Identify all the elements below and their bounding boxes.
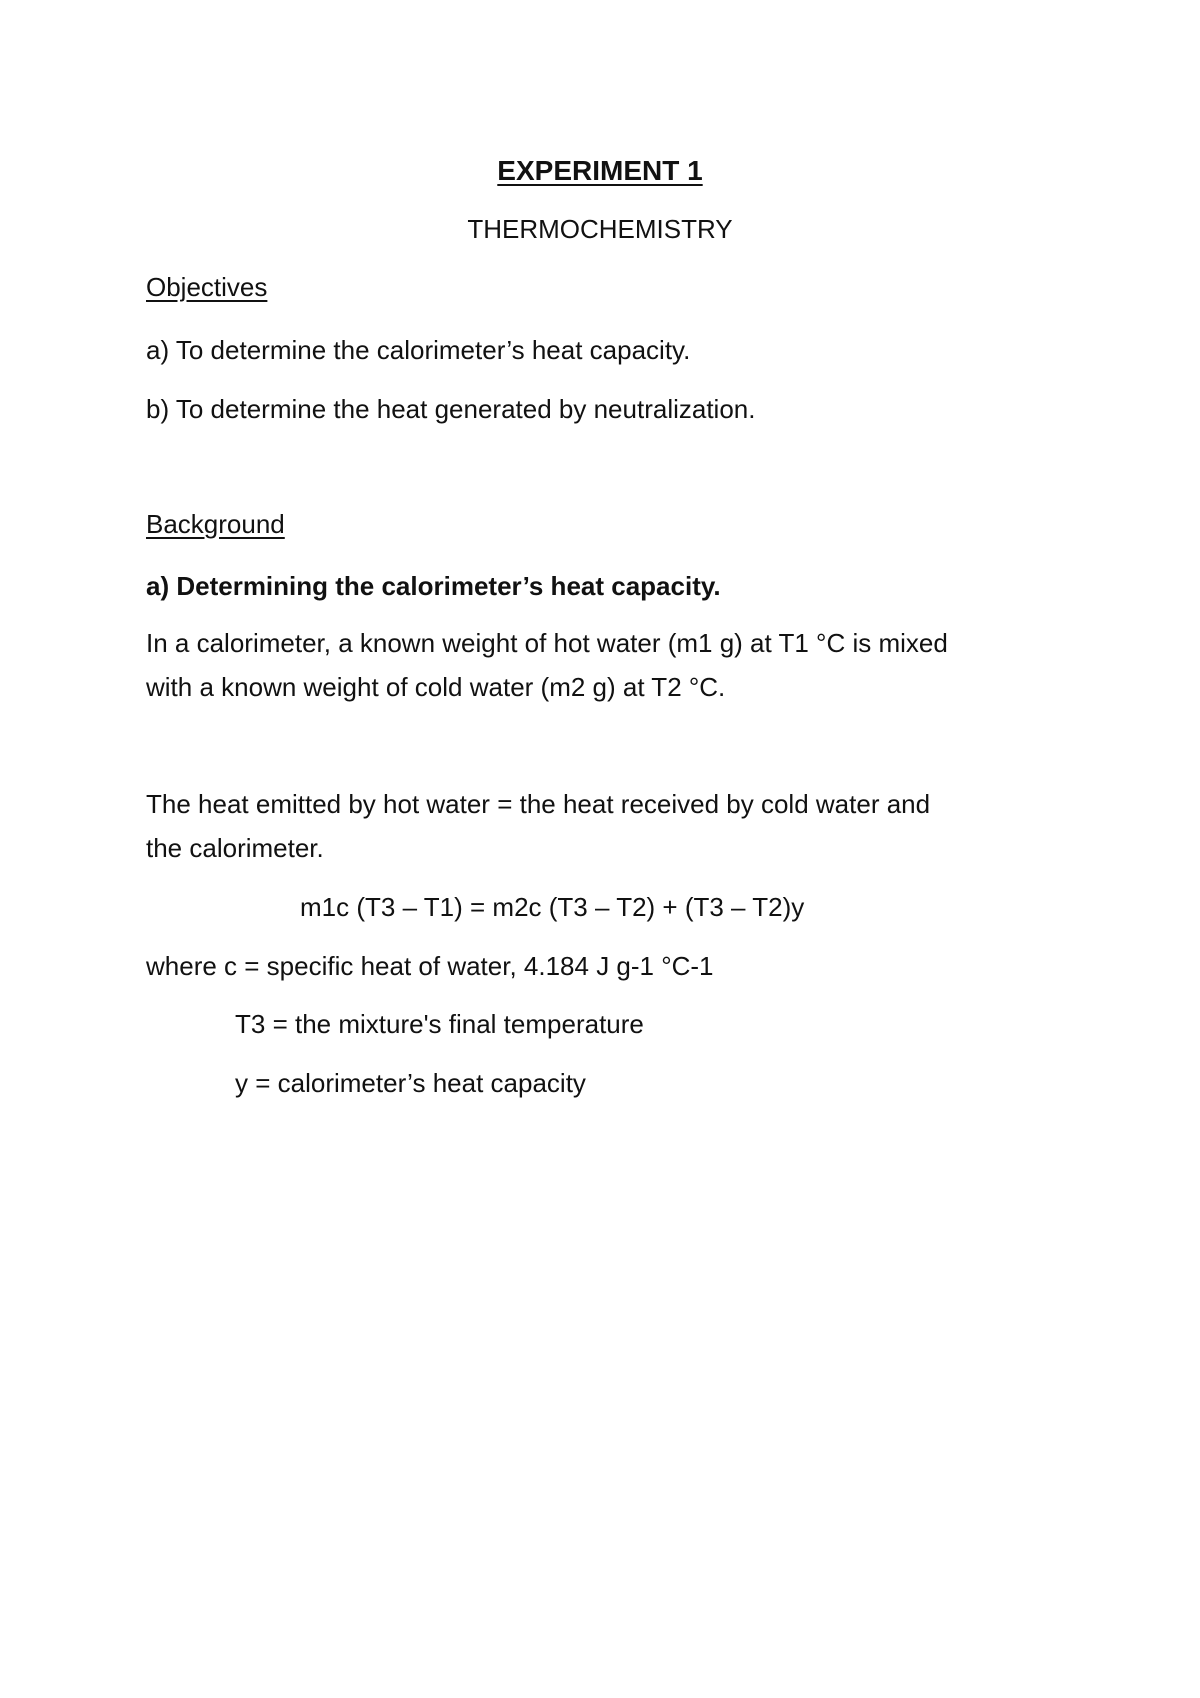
paragraph-2-line-1: The heat emitted by hot water = the heat received by cold water and <box>146 789 931 819</box>
document-title: EXPERIMENT 1 <box>497 155 703 186</box>
objectives-heading: Objectives <box>146 272 268 302</box>
background-subheading: a) Determining the calorimeter’s heat capacity. <box>146 571 721 601</box>
document-subtitle: THERMOCHEMISTRY <box>467 214 733 244</box>
definition-t3: T3 = the mixture's final temperature <box>235 1009 644 1039</box>
paragraph-1-line-1: In a calorimeter, a known weight of hot water (m1 g) at T1 °C is mixed <box>146 628 948 658</box>
paragraph-1-line-2: with a known weight of cold water (m2 g) at T2 °C. <box>146 672 726 702</box>
heat-balance-equation: m1c (T3 – T1) = m2c (T3 – T2) + (T3 – T2)y <box>300 892 805 922</box>
background-heading: Background <box>146 509 285 539</box>
objective-item-b: b) To determine the heat generated by neutralization. <box>146 394 756 424</box>
objective-item-a: a) To determine the calorimeter’s heat capacity. <box>146 335 691 365</box>
paragraph-2-line-2: the calorimeter. <box>146 833 324 863</box>
definition-y: y = calorimeter’s heat capacity <box>235 1068 586 1098</box>
where-definition: where c = specific heat of water, 4.184 J g-1 °C-1 <box>146 951 714 981</box>
